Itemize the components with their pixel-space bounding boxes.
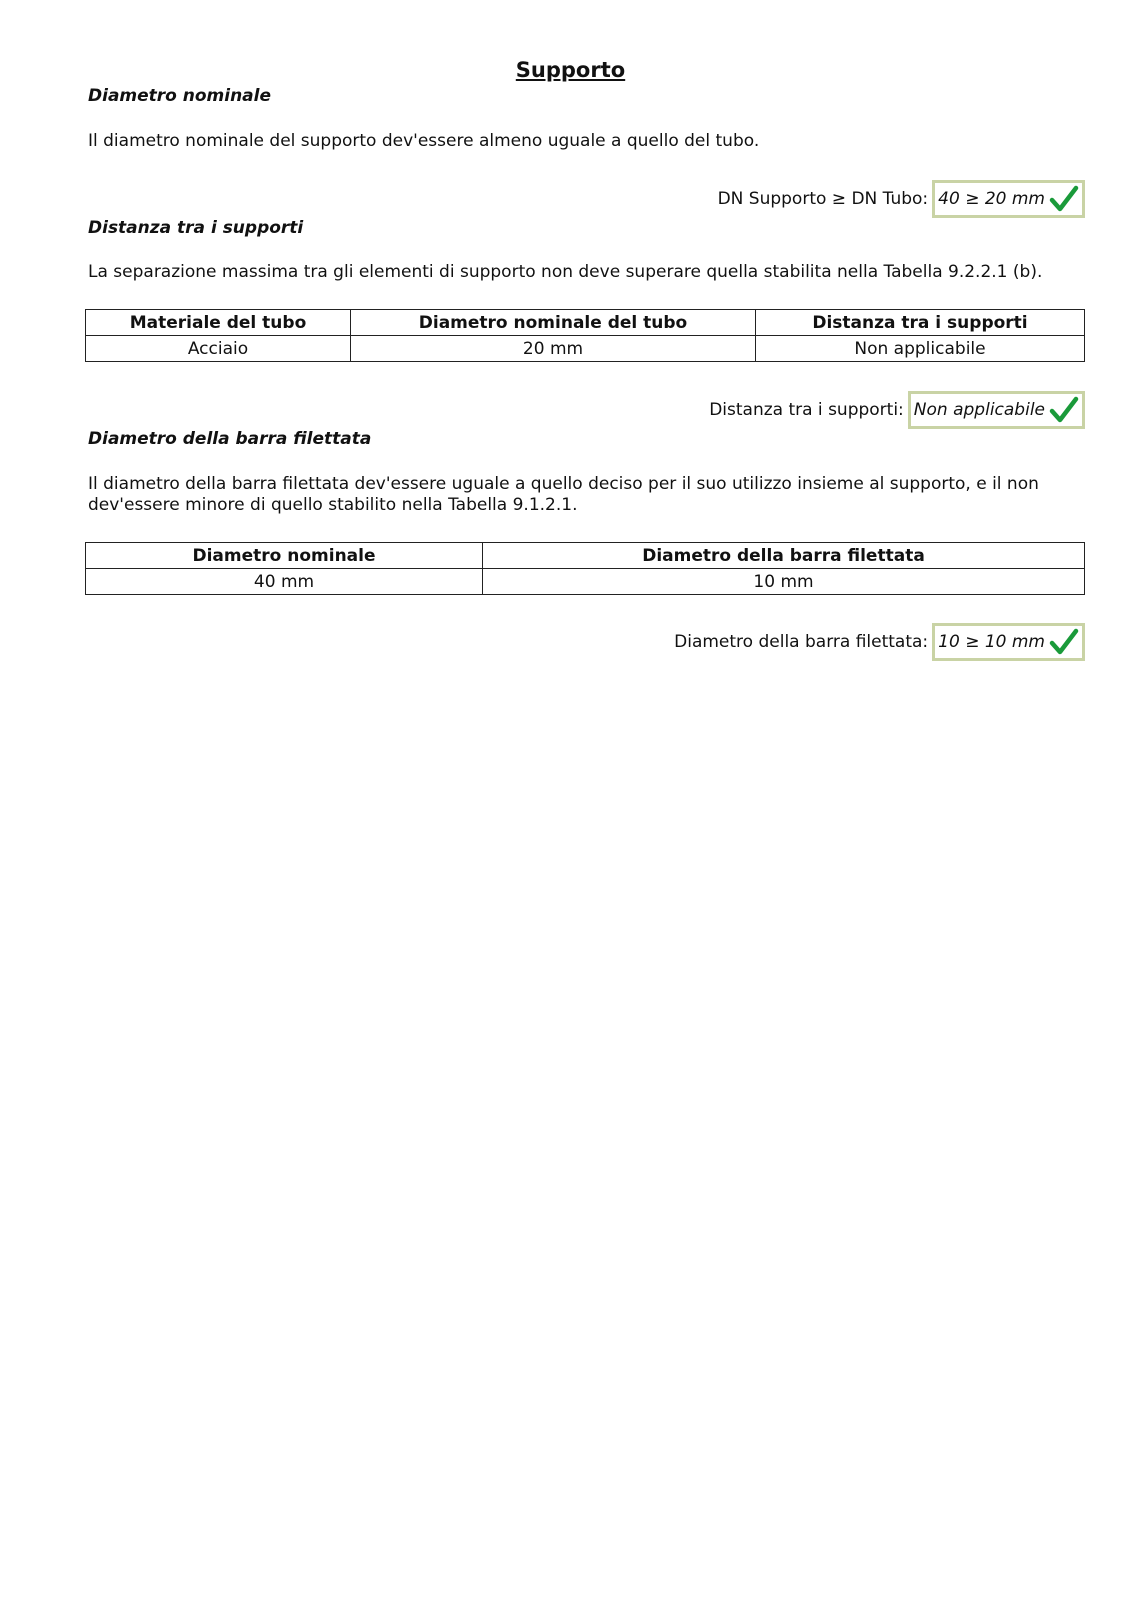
check-row-distanza bbox=[709, 391, 1085, 429]
section-text-distanza: La separazione massima tra gli elementi di supporto non deve superare quella stabilita nella Tabella 9.2.2.1 (b). bbox=[88, 262, 1043, 282]
table-header: Diametro della barra filettata bbox=[483, 543, 1085, 569]
check-row-barra bbox=[674, 623, 1085, 661]
check-result-box bbox=[932, 180, 1085, 218]
check-result-box bbox=[908, 391, 1085, 429]
table-cell: 40 mm bbox=[86, 569, 483, 595]
section-heading-diametro-nominale: Diametro nominale bbox=[88, 86, 272, 106]
table-header-row bbox=[86, 310, 1085, 336]
table-cell: 20 mm bbox=[351, 336, 756, 362]
section-text-barra-filettata: Il diametro della barra filettata dev'essere uguale a quello deciso per il suo utilizzo insieme al supporto, e il non dev'essere minore di quello stabilito nella Tabella 9.1.2.1. bbox=[88, 474, 1039, 515]
table-cell: Acciaio bbox=[86, 336, 351, 362]
table-row bbox=[86, 336, 1085, 362]
check-icon bbox=[1049, 395, 1079, 425]
check-value: 10 ≥ 10 mm bbox=[938, 632, 1045, 652]
check-row-dn bbox=[718, 180, 1085, 218]
table-cell: 10 mm bbox=[483, 569, 1085, 595]
page-title: Supporto bbox=[515, 58, 626, 82]
table-header: Diametro nominale del tubo bbox=[351, 310, 756, 336]
table-header: Diametro nominale bbox=[86, 543, 483, 569]
section-text-diametro-nominale: Il diametro nominale del supporto dev'essere almeno uguale a quello del tubo. bbox=[88, 131, 760, 151]
table-cell: Non applicabile bbox=[756, 336, 1085, 362]
check-label: Distanza tra i supporti: bbox=[709, 400, 904, 420]
check-value: 40 ≥ 20 mm bbox=[938, 189, 1045, 209]
check-icon bbox=[1049, 627, 1079, 657]
table-distanza bbox=[85, 309, 1085, 362]
table-header: Materiale del tubo bbox=[86, 310, 351, 336]
check-label: DN Supporto ≥ DN Tubo: bbox=[717, 189, 929, 209]
table-barra-filettata bbox=[85, 542, 1085, 595]
check-icon bbox=[1049, 184, 1079, 214]
table-header: Distanza tra i supporti bbox=[756, 310, 1085, 336]
table-header-row bbox=[86, 543, 1085, 569]
check-result-box bbox=[932, 623, 1085, 661]
table-row bbox=[86, 569, 1085, 595]
section-heading-distanza: Distanza tra i supporti bbox=[88, 218, 304, 238]
check-label: Diametro della barra filettata: bbox=[674, 632, 929, 652]
section-heading-barra-filettata: Diametro della barra filettata bbox=[88, 429, 372, 449]
check-value: Non applicabile bbox=[913, 400, 1045, 420]
